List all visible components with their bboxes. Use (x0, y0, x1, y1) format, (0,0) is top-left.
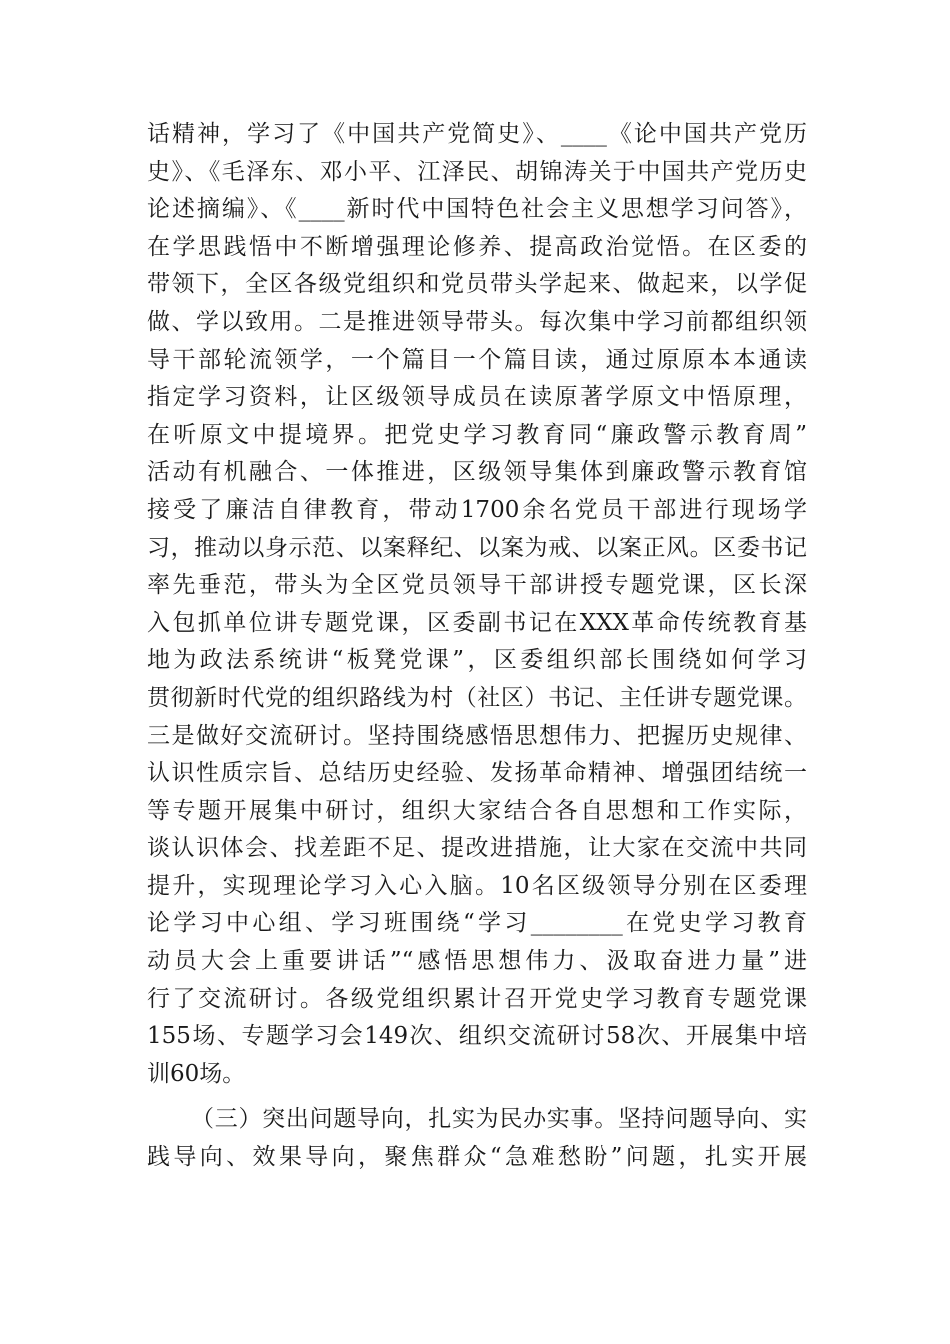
text-line: 入包抓单位讲专题党课，区委副书记在XXX革命传统教育基 (147, 609, 807, 636)
text-line: 认识性质宗旨、总结历史经验、发扬革命精神、增强团结统一 (147, 760, 807, 787)
text-line: 话精神，学习了《中国共产党简史》、____《论中国共产党历 (147, 121, 807, 147)
text-line: 论述摘编》、《____新时代中国特色社会主义思想学习问答》， (147, 196, 807, 223)
text-line: 践导向、效果导向，聚焦群众“急难愁盼”问题，扎实开展 (147, 1144, 807, 1171)
text-line: 在听原文中提境界。把党史学习教育同“廉政警示教育周” (147, 421, 807, 448)
paragraph (147, 1101, 807, 1176)
text-line: 谈认识体会、找差距不足、提改进措施，让大家在交流中共同 (147, 835, 807, 862)
text-line: 指定学习资料，让区级领导成员在读原著学原文中悟原理， (147, 384, 807, 411)
text-line: 三是做好交流研讨。坚持围绕感悟思想伟力、把握历史规律、 (147, 722, 807, 749)
text-line: （三）突出问题导向，扎实为民办实事。坚持问题导向、实 (191, 1106, 807, 1133)
text-line: 在学思践悟中不断增强理论修养、提高政治觉悟。在区委的 (147, 233, 807, 260)
text-line: 训60场。 (147, 1060, 246, 1087)
text-line: 带领下，全区各级党组织和党员带头学起来、做起来，以学促 (147, 271, 807, 298)
text-line: 行了交流研讨。各级党组织累计召开党史学习教育专题党课 (147, 985, 807, 1012)
text-line: 活动有机融合、一体推进，区级领导集体到廉政警示教育馆 (147, 459, 807, 486)
text-line: 导干部轮流领学，一个篇目一个篇目读，通过原原本本通读 (147, 346, 807, 373)
text-line: 地为政法系统讲“板凳党课”，区委组织部长围绕如何学习 (147, 647, 807, 674)
text-line: 率先垂范，带头为全区党员领导干部讲授专题党课，区长深 (147, 572, 807, 599)
text-line: 等专题开展集中研讨，组织大家结合各自思想和工作实际， (147, 797, 807, 824)
text-line: 155场、专题学习会149次、组织交流研讨58次、开展集中培 (147, 1023, 807, 1050)
text-line: 论学习中心组、学习班围绕“学习________在党史学习教育 (147, 910, 807, 937)
paragraph-spacing (147, 1093, 807, 1101)
text-line: 提升，实现理论学习入心入脑。10名区级领导分别在区委理 (147, 872, 807, 899)
paragraph (147, 116, 807, 1093)
text-line: 做、学以致用。二是推进领导带头。每次集中学习前都组织领 (147, 308, 807, 335)
text-line: 史》、《毛泽东、邓小平、江泽民、胡锦涛关于中国共产党历史 (147, 158, 807, 185)
text-line: 接受了廉洁自律教育，带动1700余名党员干部进行现场学 (147, 496, 807, 523)
document-body (147, 116, 807, 1177)
text-line: 动员大会上重要讲话”“感悟思想伟力、汲取奋进力量”进 (147, 948, 807, 975)
text-line: 习，推动以身示范、以案释纪、以案为戒、以案正风。区委书记 (147, 534, 807, 561)
text-line: 贯彻新时代党的组织路线为村（社区）书记、主任讲专题党课。 (147, 684, 807, 711)
